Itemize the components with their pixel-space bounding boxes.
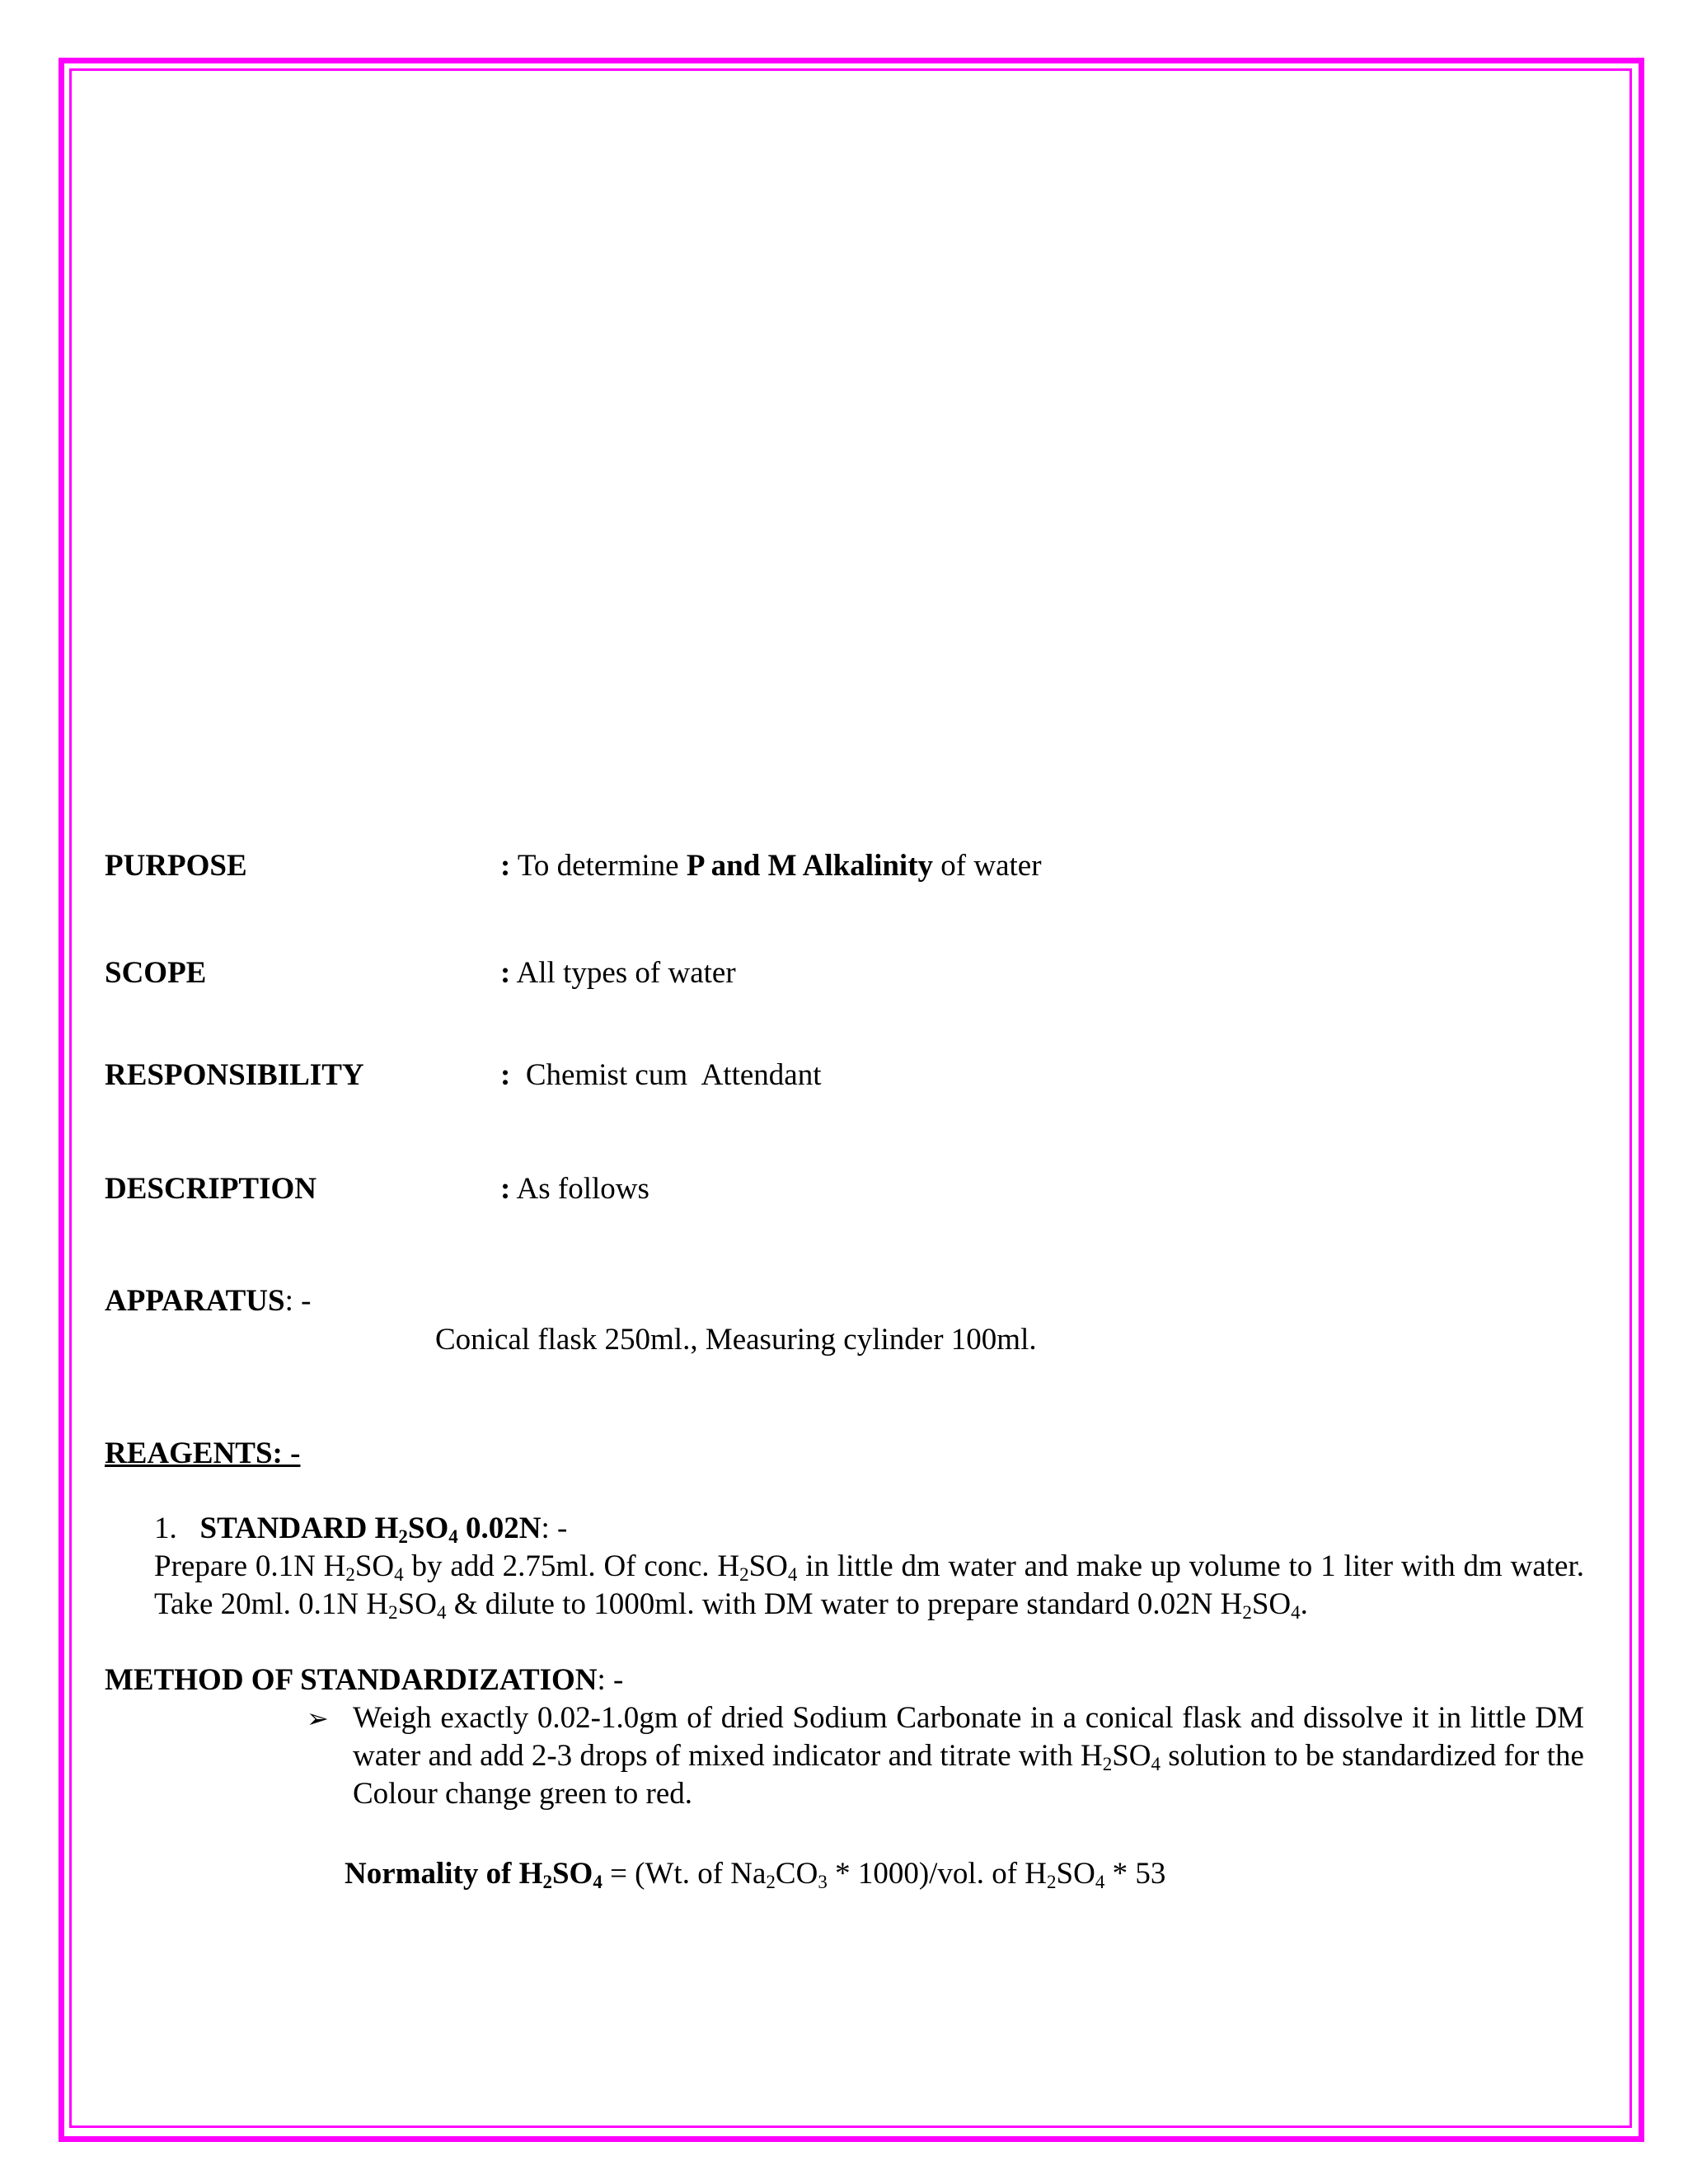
description-value xyxy=(500,1170,649,1208)
standard-item-heading xyxy=(154,1510,567,1548)
prep-text: SO xyxy=(748,1549,788,1583)
prep-sub: 4 xyxy=(436,1602,447,1623)
standard-title-part: STANDARD H xyxy=(199,1511,399,1545)
prep-sub: 2 xyxy=(388,1602,398,1623)
purpose-text-pre: To determine xyxy=(510,849,687,883)
apparatus-heading xyxy=(105,1282,311,1320)
method-heading-text: METHOD OF STANDARDIZATION xyxy=(105,1663,598,1697)
purpose-colon: : xyxy=(500,849,511,883)
responsibility-value xyxy=(500,1057,821,1094)
standard-title-sub: 2 xyxy=(398,1526,408,1547)
description-label: DESCRIPTION xyxy=(105,1172,316,1206)
formula-rhs-sub: 4 xyxy=(1095,1872,1105,1892)
prep-sub: 4 xyxy=(787,1564,798,1585)
formula-rhs-sub: 2 xyxy=(766,1872,776,1892)
formula-rhs-part: = (Wt. of Na xyxy=(602,1857,767,1891)
prep-text: SO xyxy=(354,1549,395,1583)
prep-text: by add 2.75ml. Of conc. H xyxy=(403,1549,740,1583)
purpose-value xyxy=(500,847,1042,885)
standard-title-sub: 4 xyxy=(448,1526,458,1547)
scope-colon: : xyxy=(500,956,511,990)
apparatus-suffix: : - xyxy=(284,1284,312,1318)
purpose-text-post: of water xyxy=(933,849,1042,883)
responsibility-colon: : xyxy=(500,1058,511,1092)
standard-item-number: 1. xyxy=(154,1511,177,1545)
prep-sub: 2 xyxy=(345,1564,355,1585)
purpose-text-bold: P and M Alkalinity xyxy=(686,849,934,883)
method-text: SO xyxy=(1112,1739,1151,1773)
standard-title-part: 0.02N xyxy=(457,1511,542,1545)
formula-lhs-sub: 4 xyxy=(593,1872,603,1892)
method-text: solution to be standardized for the Colour change green to red. xyxy=(353,1739,1584,1811)
scope-label: SCOPE xyxy=(105,956,207,990)
scope-value xyxy=(500,954,736,992)
prep-text: SO xyxy=(1251,1587,1292,1621)
formula-rhs-part: * 1000)/vol. of H xyxy=(827,1857,1048,1891)
formula-rhs-sub: 3 xyxy=(818,1872,828,1892)
reagents-heading-text: REAGENTS: - xyxy=(105,1436,301,1470)
formula-rhs-part: CO xyxy=(775,1857,818,1891)
apparatus-text: Conical flask 250ml., Measuring cylinder 100ml. xyxy=(435,1323,1037,1357)
responsibility-label: RESPONSIBILITY xyxy=(105,1058,364,1092)
prep-text: Prepare 0.1N H xyxy=(154,1549,346,1583)
prep-text: . xyxy=(1300,1587,1308,1621)
method-heading-suffix: : - xyxy=(597,1663,624,1697)
description-colon: : xyxy=(500,1172,511,1206)
method-sub: 4 xyxy=(1151,1754,1161,1774)
prep-text: in little dm water and make up volume to 1 liter with dm water. Take 20ml. 0.1N H xyxy=(154,1549,1585,1621)
standard-item-title xyxy=(200,1511,542,1545)
purpose-label: PURPOSE xyxy=(105,849,247,883)
prep-text: & dilute to 1000ml. with DM water to prepare standard 0.02N H xyxy=(446,1587,1243,1621)
bullet-arrow-icon: ➢ xyxy=(307,1704,329,1733)
method-bullet-text xyxy=(353,1699,1584,1813)
formula-lhs xyxy=(345,1857,603,1891)
standard-preparation-paragraph xyxy=(154,1548,1584,1624)
normality-formula xyxy=(345,1855,1165,1893)
method-heading xyxy=(105,1661,623,1699)
formula-rhs-part: SO xyxy=(1056,1857,1095,1891)
formula-lhs-part: SO xyxy=(551,1857,593,1891)
standard-item-suffix: : - xyxy=(541,1511,568,1545)
standard-title-part: SO xyxy=(407,1511,449,1545)
prep-sub: 4 xyxy=(1291,1602,1301,1623)
method-sub: 2 xyxy=(1102,1754,1113,1774)
reagents-heading xyxy=(105,1435,300,1473)
prep-text: SO xyxy=(397,1587,437,1621)
apparatus-label: APPARATUS xyxy=(105,1284,285,1318)
scope-text: All types of water xyxy=(510,956,736,990)
formula-lhs-sub: 2 xyxy=(542,1872,552,1892)
method-text: Weigh exactly 0.02-1.0gm of dried Sodium Carbonate in a conical flask and dissolve it in little DM water and add 2-3 drops of mixed indicator and titrate with H xyxy=(353,1701,1584,1773)
prep-sub: 4 xyxy=(394,1564,404,1585)
responsibility-text: Chemist cum Attendant xyxy=(510,1058,822,1092)
formula-lhs-part: Normality of H xyxy=(345,1857,543,1891)
formula-rhs-sub: 2 xyxy=(1047,1872,1057,1892)
formula-rhs-part: * 53 xyxy=(1104,1857,1166,1891)
page-border-inner xyxy=(69,68,1632,2128)
description-text: As follows xyxy=(510,1172,649,1206)
prep-sub: 2 xyxy=(739,1564,749,1585)
prep-sub: 2 xyxy=(1242,1602,1252,1623)
